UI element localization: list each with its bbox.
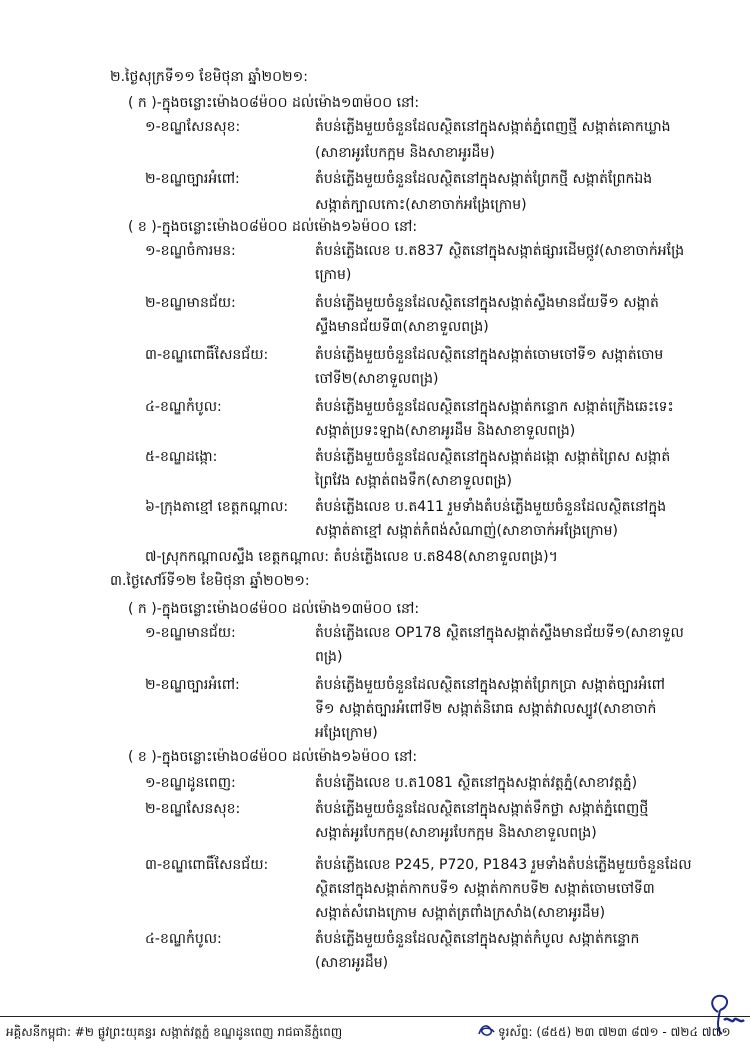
item-desc: តំបន់ភ្លើងមួយចំនួនដែលស្ថិតនៅក្នុងសង្កាត់ទឹកថ្លា សង្កាត់ភ្នំពេញថ្មី (315, 801, 649, 817)
item-desc: តំបន់ភ្លើងលេខ ប.ត837 ស្ថិតនៅក្នុងសង្កាត់ផ្សារដើមថ្កូវ(សាខាចាក់អង្រែ (315, 243, 685, 259)
item-label: ៦-ក្រុងតាខ្មៅ ខេត្តកណ្តាល: (145, 499, 289, 515)
item-desc: តំបន់ភ្លើងលេខ P245, P720, P1843 រួមទាំងតំបន់ភ្លើងមួយចំនួនដែល (315, 857, 692, 873)
item-desc: សង្កាត់តាខ្មៅ សង្កាត់កំពង់សំណាញ់(សាខាចាក់អង្រែក្រោម) (315, 523, 618, 539)
item-desc: តំបន់ភ្លើងលេខ ប.ត1081 ស្ថិតនៅក្នុងសង្កាត់វត្តភ្នំ(សាខាវត្តភ្នំ) (315, 775, 638, 791)
item-desc: សង្កាត់ប្រទះឡាង(សាខាអូរដឹម និងសាខាទួលពង្រ) (315, 423, 576, 439)
item-desc: (សាខាអូរបែកក្អម និងសាខាអូរដឹម) (315, 145, 495, 161)
item-desc: តំបន់ភ្លើងមួយចំនួនដែលស្ថិតនៅក្នុងសង្កាត់កំបូល សង្កាត់កន្ទោក (315, 931, 640, 947)
item-desc: តំបន់ភ្លើងមួយចំនួនដែលស្ថិតនៅក្នុងសង្កាត់ព្រែកថ្មី សង្កាត់ព្រែកឯង (315, 171, 653, 187)
section-3-title: ៣.ថ្ងៃសៅរ៍ទី១២ ខែមិថុនា ឆ្នាំ២០២១: (110, 573, 310, 589)
item-desc: តំបន់ភ្លើងលេខ ប.ត411 រួមទាំងតំបន់ភ្លើងមួយចំនួនដែលស្ថិតនៅក្នុង (315, 499, 667, 515)
item-desc: តំបន់ភ្លើងមួយចំនួនដែលស្ថិតនៅក្នុងសង្កាត់ដង្កោ សង្កាត់ព្រៃស សង្កាត់ (315, 449, 671, 465)
item-closing: ៧-ស្រុកកណ្តាលស្ទឹង ខេត្តកណ្តាល: តំបន់ភ្លើងលេខ ប.ត848(សាខាទួលពង្រ)។ (145, 549, 558, 565)
section-2a-title: ( ក )-ក្នុងចន្លោះម៉ោង០៨ម៉០០ ដល់ម៉ោង១៣ម៉០០ នៅ: (128, 95, 420, 111)
item-desc: (សាខាអូរដឹម) (315, 955, 389, 971)
item-desc: ស្ទឹងមានជ័យទី៣(សាខាទួលពង្រ) (315, 319, 489, 335)
item-label: ៤-ខណ្ឌកំបូល: (145, 931, 222, 947)
item-desc: អង្រែក្រោម) (315, 725, 378, 741)
item-desc: តំបន់ភ្លើងមួយចំនួនដែលស្ថិតនៅក្នុងសង្កាត់កន្ទោក សង្កាត់ក្រើងឆេះទេះ (315, 399, 674, 415)
item-label: ២-ខណ្ឌមានជ័យ: (145, 295, 236, 311)
footer-divider (0, 1016, 750, 1017)
item-desc: តំបន់ភ្លើងលេខ OP178 ស្ថិតនៅក្នុងសង្កាត់ស្ទឹងមានជ័យទី១(សាខាទួល (315, 625, 684, 641)
item-desc: ព្រៃវែង សង្កាត់ពងទឹក(សាខាទួលពង្រ) (315, 473, 513, 489)
footer-address: អគ្គិសនីកម្ពុជា: #២ ផ្លូវព្រះយុគន្ធរ សង្កាត់វត្តភ្នំ ខណ្ឌដូនពេញ រាជធានីភ្នំពេញ (6, 1025, 343, 1039)
item-desc: សង្កាត់សំរោងក្រោម សង្កាត់ត្រពាំងក្រសាំង(សាខាអូរដឹម) (315, 905, 606, 921)
item-label: ១-ខណ្ឌមានជ័យ: (145, 625, 236, 641)
item-desc: តំបន់ភ្លើងមួយចំនួនដែលស្ថិតនៅក្នុងសង្កាត់ព្រែកប្រា សង្កាត់ច្បារអំពៅ (315, 677, 666, 693)
initials-mark (476, 1020, 496, 1040)
item-label: ១-ខណ្ឌចំការមន: (145, 243, 236, 259)
item-label: ២-ខណ្ឌច្បារអំពៅ: (145, 171, 240, 187)
item-desc: ចៅទី២(សាខាទួលពង្រ) (315, 371, 439, 387)
item-desc: តំបន់ភ្លើងមួយចំនួនដែលស្ថិតនៅក្នុងសង្កាត់ចោមចៅទី១ សង្កាត់ចោម (315, 347, 664, 363)
item-desc: សង្កាត់ក្បាលកោះ(សាខាចាក់អង្រែក្រោម) (315, 197, 527, 213)
item-label: ២-ខណ្ឌសែនសុខ: (145, 801, 241, 817)
item-label: ៣-ខណ្ឌពោធិ៍សែនជ័យ: (145, 857, 269, 873)
item-desc: តំបន់ភ្លើងមួយចំនួនដែលស្ថិតនៅក្នុងសង្កាត់ស្ទឹងមានជ័យទី១ សង្កាត់ (315, 295, 659, 311)
item-desc: តំបន់ភ្លើងមួយចំនួនដែលស្ថិតនៅក្នុងសង្កាត់ភ្នំពេញថ្មី សង្កាត់គោកឃ្លាង (315, 119, 671, 135)
section-2b-title: ( ខ )-ក្នុងចន្លោះម៉ោង០៨ម៉០០ ដល់ម៉ោង១៦ម៉០០ នៅ: (128, 219, 418, 235)
item-desc: ទី១ សង្កាត់ច្បារអំពៅទី២ សង្កាត់និរោធ សង្កាត់វាលស្បូវ(សាខាចាក់ (315, 701, 657, 717)
item-label: ១-ខណ្ឌសែនសុខ: (145, 119, 241, 135)
item-label: ៣-ខណ្ឌពោធិ៍សែនជ័យ: (145, 347, 269, 363)
item-desc: ពង្រ) (315, 649, 343, 665)
item-desc: សង្កាត់អូរបែកក្អម(សាខាអូរបែកក្អម និងសាខាទួលពង្រ) (315, 825, 597, 841)
item-desc: ស្ថិតនៅក្នុងសង្កាត់កាកបទី១ សង្កាត់កាកបទី២ សង្កាត់ចោមចៅទី៣ (315, 881, 655, 897)
item-label: ២-ខណ្ឌច្បារអំពៅ: (145, 677, 240, 693)
item-label: ៥-ខណ្ឌដង្កោ: (145, 449, 218, 465)
item-label: ៤-ខណ្ឌកំបូល: (145, 399, 222, 415)
item-desc: ក្រោម) (315, 267, 352, 283)
section-3b-title: ( ខ )-ក្នុងចន្លោះម៉ោង០៨ម៉០០ ដល់ម៉ោង១៦ម៉០០ នៅ: (128, 749, 418, 765)
item-label: ១-ខណ្ឌដូនពេញ: (145, 775, 236, 791)
footer-phone: ទូរស័ព្ទ: (៨៥៥) ២៣ ៧២៣ ៨៧១ - ៧២៤ ៧៧១ (498, 1025, 731, 1039)
section-2-title: ២.ថ្ងៃសុក្រទី១១ ខែមិថុនា ឆ្នាំ២០២១: (110, 69, 308, 85)
section-3a-title: ( ក )-ក្នុងចន្លោះម៉ោង០៨ម៉០០ ដល់ម៉ោង១៣ម៉០០ នៅ: (128, 601, 420, 617)
